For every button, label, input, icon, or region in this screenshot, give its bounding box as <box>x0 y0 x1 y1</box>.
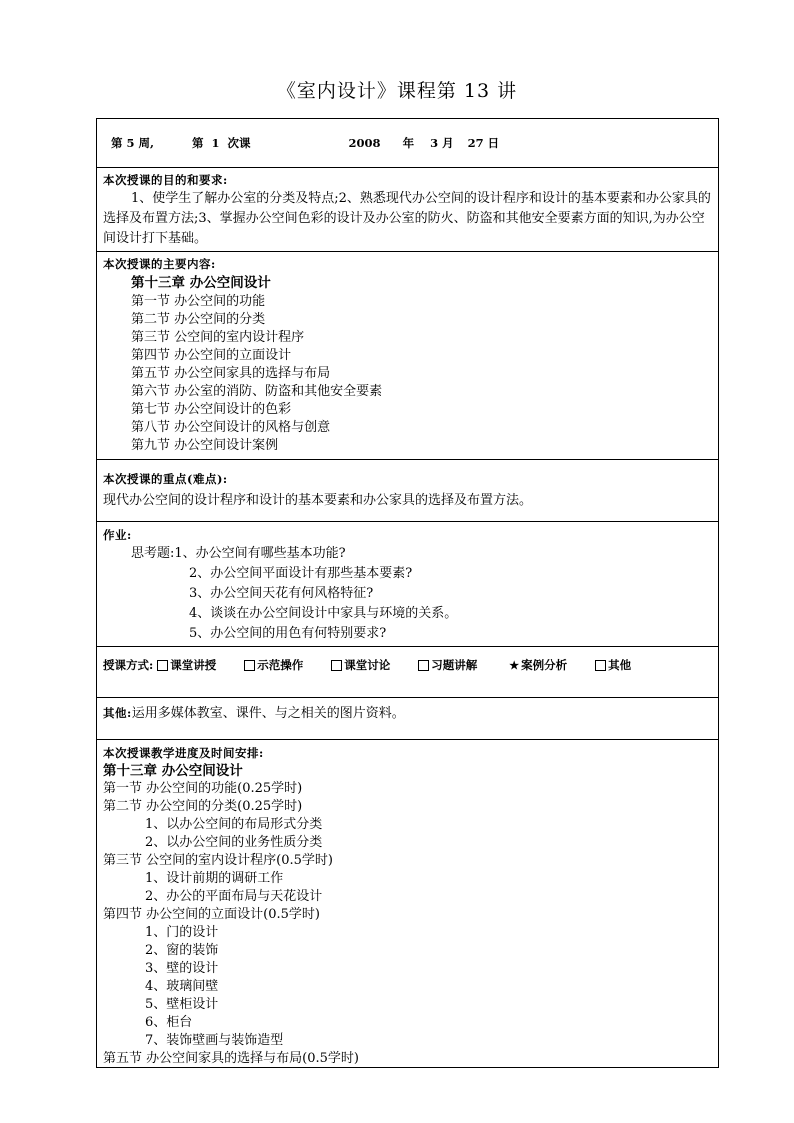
homework-item: 1、办公空间有哪些基本功能? <box>174 546 346 561</box>
checkbox-icon <box>157 660 168 671</box>
method-option[interactable]: 课堂讨论 <box>331 657 390 673</box>
keypoints-row <box>97 460 718 522</box>
homework-item: 3、办公空间天花有何风格特征? <box>189 586 374 601</box>
content-row <box>97 252 718 460</box>
content-chapter: 第十三章 办公空间设计 <box>131 275 271 291</box>
content-section: 第四节 办公空间的立面设计 <box>131 348 292 363</box>
content-section: 第八节 办公空间设计的风格与创意 <box>131 420 331 435</box>
homework-item: 5、办公空间的用色有何特别要求? <box>189 626 387 641</box>
content-section-list <box>103 293 712 455</box>
homework-row <box>97 522 718 647</box>
homework-prefix: 思考题: <box>131 546 175 561</box>
year-unit: 年 <box>402 136 415 150</box>
year-value: 2008 <box>348 136 381 150</box>
objectives-label: 本次授课的目的和要求: <box>103 173 228 187</box>
method-option[interactable]: 习题讲解 <box>418 657 477 673</box>
other-row <box>97 698 718 740</box>
schedule-line: 第四节 办公空间的立面设计(0.5学时) <box>103 907 320 922</box>
schedule-chapter: 第十三章 办公空间设计 <box>103 763 243 779</box>
schedule-line: 5、壁柜设计 <box>145 997 219 1012</box>
other-label: 其他: <box>103 706 132 720</box>
homework-label: 作业: <box>103 528 132 542</box>
content-section: 第七节 办公空间设计的色彩 <box>131 402 292 417</box>
keypoints-label: 本次授课的重点(难点): <box>103 472 228 486</box>
homework-item: 4、谈谈在办公空间设计中家具与环境的关系。 <box>189 606 458 621</box>
schedule-line: 第三节 公空间的室内设计程序(0.5学时) <box>103 853 333 868</box>
content-section: 第九节 办公空间设计案例 <box>131 438 279 453</box>
content-section: 第二节 办公空间的分类 <box>131 312 266 327</box>
content-section: 第三节 公空间的室内设计程序 <box>131 330 305 345</box>
schedule-row <box>97 740 718 1068</box>
method-option[interactable]: 示范操作 <box>244 657 303 673</box>
content-label: 本次授课的主要内容: <box>103 257 216 271</box>
month-value: 3 月 <box>430 136 454 150</box>
method-option-selected[interactable]: ★ 案例分析 <box>509 658 568 672</box>
content-section: 第五节 办公空间家具的选择与布局 <box>131 366 331 381</box>
methods-row <box>97 647 718 698</box>
schedule-line: 3、壁的设计 <box>145 961 219 976</box>
schedule-line: 2、办公的平面布局与天花设计 <box>145 889 323 904</box>
content-section: 第六节 办公室的消防、防盗和其他安全要素 <box>131 384 383 399</box>
method-option[interactable]: 其他 <box>595 657 631 673</box>
checkbox-icon <box>418 660 429 671</box>
star-icon: ★ <box>509 658 520 672</box>
lesson-plan-table <box>96 118 719 1068</box>
schedule-line: 1、以办公空间的布局形式分类 <box>145 817 323 832</box>
header-row <box>97 119 718 168</box>
week-label: 第 5 周, <box>111 136 155 150</box>
checkbox-icon <box>244 660 255 671</box>
other-text: 运用多媒体教室、课件、与之相关的图片资料。 <box>131 706 405 721</box>
schedule-line: 2、窗的装饰 <box>145 943 219 958</box>
method-option[interactable]: 课堂讲授 <box>157 657 216 673</box>
schedule-line: 第五节 办公空间家具的选择与布局(0.5学时) <box>103 1051 359 1066</box>
schedule-line: 6、柜台 <box>145 1015 193 1030</box>
schedule-line: 1、设计前期的调研工作 <box>145 871 284 886</box>
homework-item: 2、办公空间平面设计有那些基本要素? <box>189 566 413 581</box>
page-title: 《室内设计》课程第 13 讲 <box>276 80 518 102</box>
schedule-line: 4、玻璃间壁 <box>145 979 219 994</box>
schedule-label: 本次授课教学进度及时间安排: <box>103 746 264 760</box>
checkbox-icon <box>595 660 606 671</box>
content-section: 第一节 办公空间的功能 <box>131 294 266 309</box>
keypoints-text: 现代办公空间的设计程序和设计的基本要素和办公家具的选择及布置方法。 <box>103 493 533 508</box>
day-value: 27 日 <box>467 136 500 150</box>
schedule-line: 第二节 办公空间的分类(0.25学时) <box>103 799 303 814</box>
schedule-line: 7、装饰壁画与装饰造型 <box>145 1033 284 1048</box>
schedule-line: 1、门的设计 <box>145 925 219 940</box>
objectives-row <box>97 168 718 252</box>
checkbox-icon <box>331 660 342 671</box>
objectives-text: 1、使学生了解办公室的分类及特点;2、熟悉现代办公空间的设计程序和设计的基本要素和办公家具的选择及布置方法;3、掌握办公空间色彩的设计及办公室的防火、防盗和其他安全要素方面的知识,为办公空间设计打下基础。 <box>103 191 711 246</box>
session-label: 第 1 次课 <box>192 136 251 150</box>
methods-label: 授课方式: <box>103 658 154 672</box>
schedule-line: 2、以办公空间的业务性质分类 <box>145 835 323 850</box>
schedule-line: 第一节 办公空间的功能(0.25学时) <box>103 781 303 796</box>
